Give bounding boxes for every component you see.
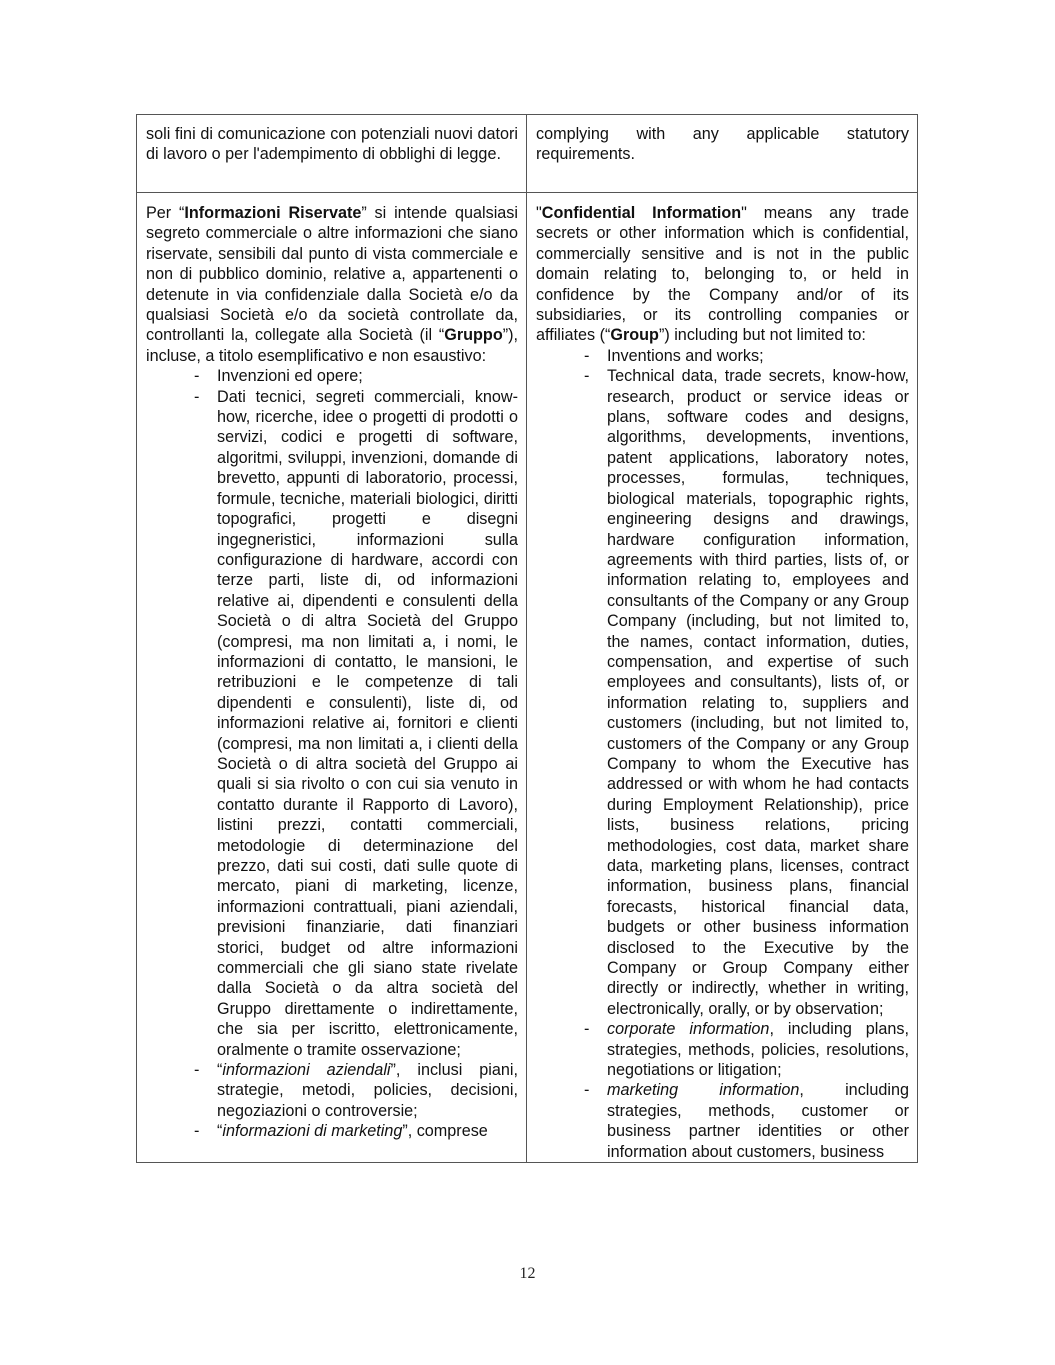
english-cell <box>527 193 918 1163</box>
dash-bullet: - <box>584 1081 590 1100</box>
italian-definition-intro <box>146 203 518 366</box>
list-item-text: “ <box>217 1122 223 1141</box>
table-row <box>137 115 918 193</box>
list-item-text: “ <box>217 1061 223 1080</box>
list-item-italic-term: marketing information <box>607 1081 800 1100</box>
intro-text: ” si intende qualsiasi segreto commerciale o altre informazioni che siano riservate, sensibili dal punto di vista commerciale e non di pubblico dominio, relative a, appartenenti o detenute in via confidenziale dalla Società e/o da qualsiasi Società e/o da società controllate da, controllanti la, collegate alla Società (il “ <box>146 204 518 345</box>
list-item-italic-term: corporate information <box>607 1020 770 1039</box>
list-item-text: , including plans, strategies, methods, policies, resolutions, negotiations or litigation; <box>607 1020 909 1080</box>
list-item-text: ”, inclusi piani, strategie, metodi, policies, decisioni, negoziazioni o controversie; <box>217 1061 518 1120</box>
intro-text: ”) including but not limited to: <box>658 326 866 345</box>
list-item <box>584 1080 909 1162</box>
defined-term-group: Gruppo <box>444 326 503 345</box>
list-item <box>584 1019 909 1080</box>
list-item-text: Technical data, trade secrets, know-how, research, product or service ideas or plans, software codes and designs, algorithms, developments, inventions, patent applications, laboratory notes, processes, formulas, techniques, biological materials, topographic rights, engineering designs and drawings, hardware configuration information, agreements with third parties, lists of, or information relating to, employees and consultants of the Company or any Group Company (including, but not limited to, the names, contact information, duties, compensation, and expertise of such employees and consultants), lists of, or information relating to, suppliers and customers (including, but not limited to, customers of the Company or any Group Company to whom the Executive has addressed or with whom he had contacts during Employment Relationship), price lists, business relations, pricing methodologies, cost data, market share data, marketing plans, licenses, contract information, business plans, financial forecasts, historical financial data, budgets or other business information disclosed to the Executive by the Company or Group Company either directly or indirectly, whether in writing, electronically, orally, or by observation; <box>607 367 909 1018</box>
intro-text: " means any trade secrets or other information which is confidential, commercially sensitive and is not in the public domain relating to, belonging to, or held in confidence by the Company and/or of its subsidiaries, or its controlling companies or affiliates (“ <box>536 204 909 345</box>
list-item-italic-term: informazioni aziendali <box>222 1061 391 1080</box>
dash-bullet: - <box>194 1122 200 1141</box>
list-item-text: , including strategies, methods, customer or business partner identities or other information about customers, business <box>607 1081 909 1161</box>
list-item <box>584 366 909 1019</box>
list-item-text: ”, comprese <box>402 1122 488 1141</box>
list-item <box>194 366 518 386</box>
defined-term: Informazioni Riservate <box>184 204 362 222</box>
dash-bullet: - <box>194 367 200 386</box>
list-item-italic-term: informazioni di marketing <box>222 1122 403 1141</box>
intro-text: Per “ <box>146 204 185 222</box>
english-paragraph: complying with any applicable statutory requirements. <box>536 125 909 164</box>
english-dash-list <box>536 346 909 1162</box>
table-row <box>137 193 918 1163</box>
english-definition-intro <box>536 203 909 346</box>
list-item-text: Dati tecnici, segreti commerciali, know-how, ricerche, idee o progetti di prodotti o servizi, codici e progetti di software, algoritmi, sviluppi, invenzioni, domande di brevetto, appunti di laboratorio, processi, formule, tecniche, materiali biologici, diritti topografici, progetti e disegni ingegneristici, informazioni sulla configurazione di hardware, accordi con terze parti, liste di, od informazioni relative ai, dipendenti e consulenti della Società o di altra Società del Gruppo (compresi, ma non limitati a, i nomi, le informazioni di contatto, le mansioni, le retribuzioni e le competenze di tali dipendenti e consulenti), liste di, od informazioni relative ai, fornitori e clienti (compresi, ma non limitati a, i clienti della Società o di altra società del Gruppo ai quali si sia rivolto o con cui sia venuto in contatto durante il Rapporto di Lavoro), listini prezzi, contatti commerciali, metodologie di determinazione del prezzo, dati sui costi, dati sulle quote di mercato, piani di marketing, licenze, informazioni contrattuali, piani aziendali, previsioni finanziarie, dati finanziari storici, budget od altre informazioni commerciali che gli siano state rivelate dalla Società o da altra società del Gruppo direttamente o indirettamente, che sia per iscritto, elettronicamente, oralmente o tramite osservazione; <box>217 387 518 1059</box>
intro-text: " <box>536 204 542 222</box>
dash-bullet: - <box>584 346 590 365</box>
bilingual-contract-table <box>136 114 918 1163</box>
italian-paragraph: soli fini di comunicazione con potenziali nuovi datori di lavoro o per l'adempimento di obblighi di legge. <box>146 125 518 164</box>
list-item <box>194 1121 518 1141</box>
dash-bullet: - <box>584 367 590 386</box>
list-item <box>194 1060 518 1121</box>
dash-bullet: - <box>194 387 200 406</box>
list-item <box>194 387 518 1060</box>
defined-term-group: Group <box>610 326 659 345</box>
dash-bullet: - <box>194 1061 200 1080</box>
intro-text: ”), incluse, a titolo esemplificativo e non esaustivo: <box>146 326 518 365</box>
english-cell <box>527 115 918 193</box>
list-item-text: Invenzioni ed opere; <box>217 367 363 386</box>
dash-bullet: - <box>584 1020 590 1039</box>
page-number: 12 <box>519 1265 536 1282</box>
italian-cell <box>137 115 527 193</box>
italian-cell <box>137 193 527 1163</box>
defined-term: Confidential Information <box>541 204 742 222</box>
list-item-text: Inventions and works; <box>607 346 764 365</box>
list-item <box>584 346 909 366</box>
italian-dash-list <box>146 366 518 1141</box>
